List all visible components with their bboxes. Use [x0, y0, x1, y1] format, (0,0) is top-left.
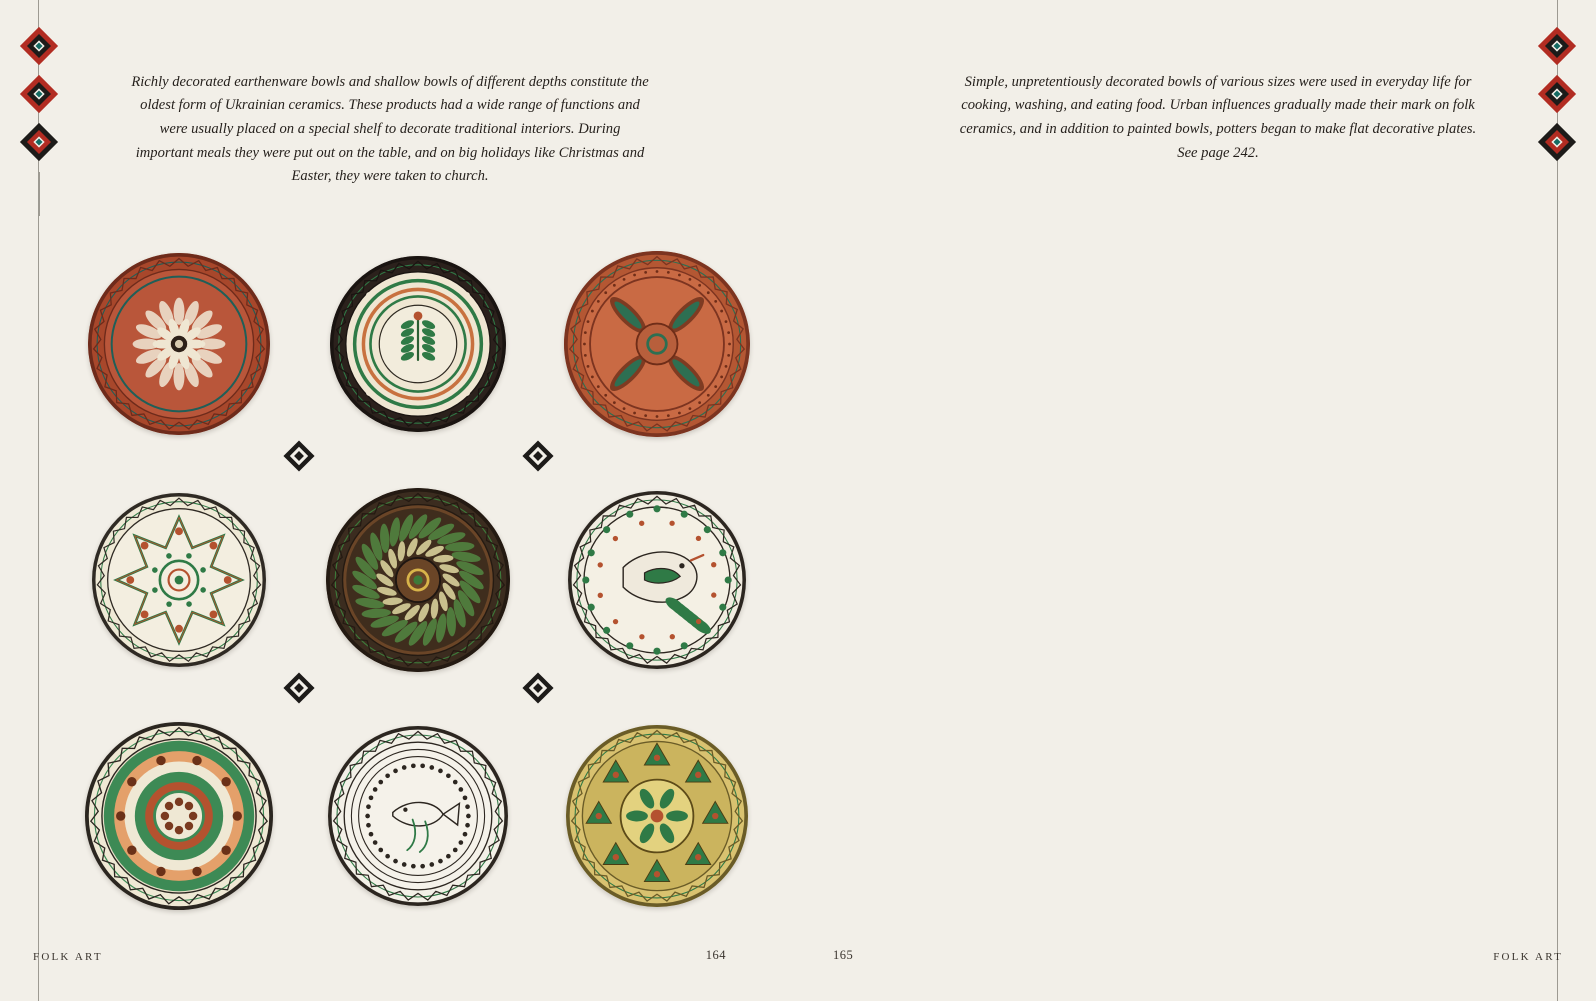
diamond-ornament-icon: [1537, 74, 1577, 114]
plate-cell: [541, 700, 773, 932]
bowl-terracotta-star: [564, 251, 750, 437]
diamond-ornament-icon: [1537, 26, 1577, 66]
small-diamond-ornament-icon: [525, 443, 551, 469]
ornament-tail-rule: [39, 172, 40, 216]
bowl-cream-eight-point: [92, 493, 266, 667]
plate-cell: [63, 700, 295, 932]
left-plate-grid: [63, 228, 773, 932]
right-corner-ornament-strip: [1534, 26, 1580, 216]
bowl-terracotta-star-art: [564, 251, 750, 437]
folio-right: 165: [833, 948, 854, 962]
plate-cell: [541, 464, 773, 696]
bowl-brown-green-swirl: [326, 488, 510, 672]
bowl-red-rosette-art: [88, 253, 270, 435]
bowl-cream-eight-point-art: [92, 493, 266, 667]
folio-left: 164: [705, 948, 726, 962]
footer-label-left: FOLK ART: [33, 951, 103, 963]
bowl-olive-star-mandala: [566, 725, 748, 907]
bowl-olive-star-mandala-art: [566, 725, 748, 907]
small-diamond-ornament-icon: [525, 675, 551, 701]
plate-cell: [302, 228, 534, 460]
plate-cell: [63, 228, 295, 460]
diamond-ornament-icon: [19, 26, 59, 66]
diamond-ornament-icon: [1537, 122, 1577, 162]
diamond-ornament-icon: [19, 122, 59, 162]
plate-cell: [63, 464, 295, 696]
left-intro-paragraph: Richly decorated earthenware bowls and shallow bowls of different depths constitute the oldest form of Ukrainian ceramics. These products had a wide range of functions and were usually placed on a special shelf to decorate traditional interiors. During important meals they were put out on the table, and on big holidays like Christmas and Easter, they were taken to church.: [131, 73, 649, 185]
bowl-brown-green-swirl-art: [326, 488, 510, 672]
plate-cell: [302, 464, 534, 696]
left-corner-ornament-strip: [16, 26, 62, 216]
bowl-green-orange-concentric-art: [85, 722, 273, 910]
right-page: [798, 0, 1596, 1001]
bowl-cream-bird: [568, 491, 746, 669]
bowl-white-fish: [328, 726, 508, 906]
bowl-white-fish-art: [328, 726, 508, 906]
bowl-dark-green-tree-art: [330, 256, 506, 432]
plate-cell: [302, 700, 534, 932]
bowl-red-rosette: [88, 253, 270, 435]
bowl-green-orange-concentric: [85, 722, 273, 910]
right-intro-paragraph: Simple, unpretentiously decorated bowls of various sizes were used in everyday life for cooking, washing, and eating food. Urban influences gradually made their mark on folk ceramics, and in addition to painted bowls, potters began to make flat decorative plates. See page 242.: [959, 73, 1477, 161]
bowl-cream-bird-art: [568, 491, 746, 669]
ornament-tail-rule: [1557, 172, 1558, 216]
plate-cell: [541, 228, 773, 460]
bowl-dark-green-tree: [330, 256, 506, 432]
small-diamond-ornament-icon: [286, 675, 312, 701]
footer-label-right: FOLK ART: [1493, 951, 1563, 963]
small-diamond-ornament-icon: [286, 443, 312, 469]
diamond-ornament-icon: [19, 74, 59, 114]
